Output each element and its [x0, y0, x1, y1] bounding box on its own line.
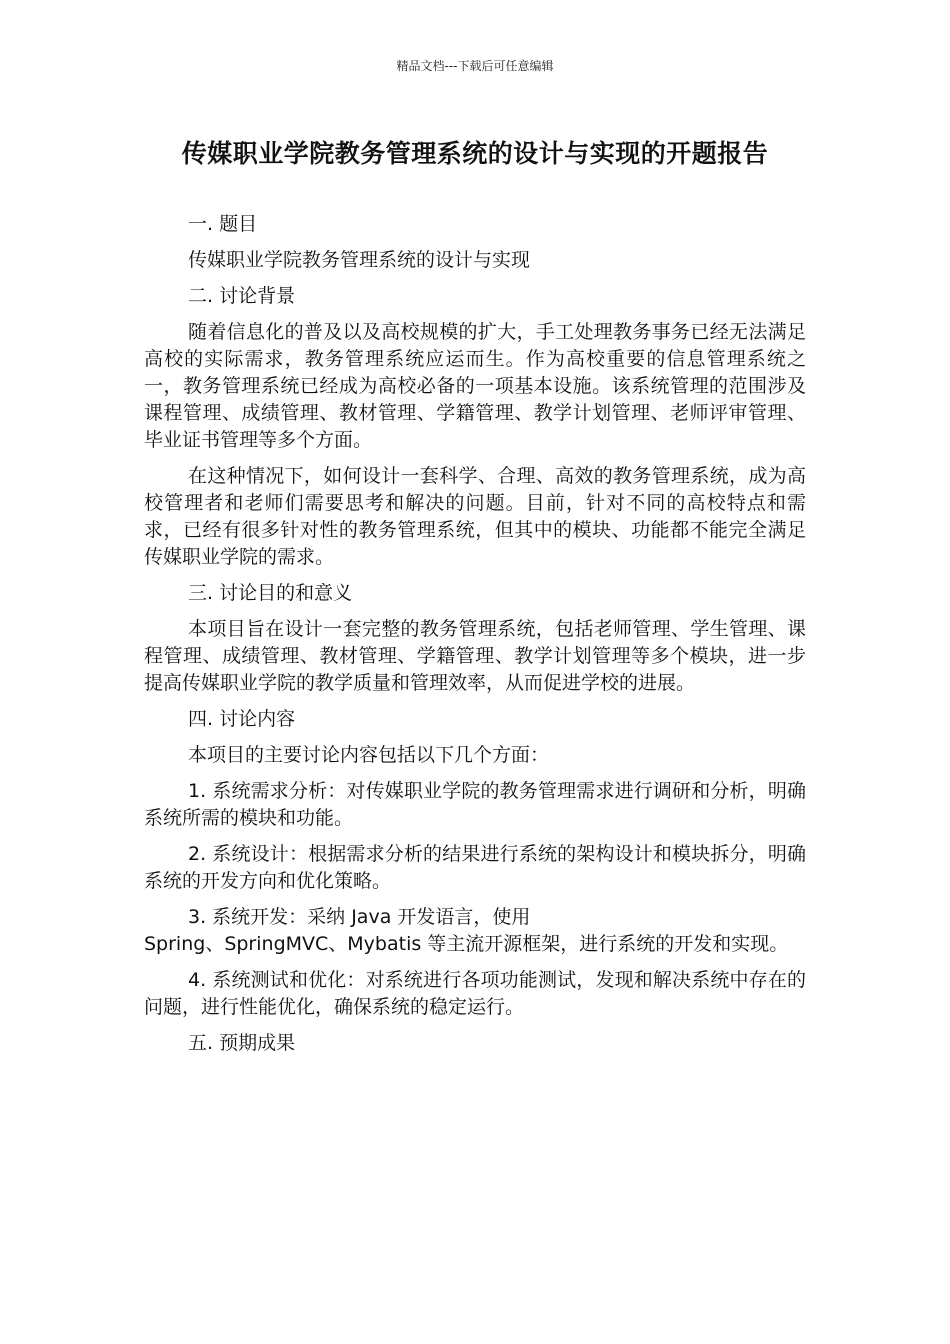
content-item-1: 1. 系统需求分析：对传媒职业学院的教务管理需求进行调研和分析，明确系统所需的模块和功能。 — [144, 780, 806, 829]
purpose-paragraph: 本项目旨在设计一套完整的教务管理系统，包括老师管理、学生管理、课程管理、成绩管理、教材管理、学籍管理、教学计划管理等多个模块，进一步提高传媒职业学院的教学质量和管理效率，从而促进学校的进展。 — [144, 618, 806, 694]
background-paragraph-1: 随着信息化的普及以及高校规模的扩大，手工处理教务事务已经无法满足高校的实际需求，教务管理系统应运而生。作为高校重要的信息管理系统之一，教务管理系统已经成为高校必备的一项基本设施。该系统管理的范围涉及课程管理、成绩管理、教材管理、学籍管理、教学计划管理、老师评审管理、毕业证书管理等多个方面。 — [144, 321, 806, 451]
section-heading-topic: 一. 题目 — [188, 213, 258, 235]
content-item-3-line-2: Spring、SpringMVC、Mybatis 等主流开源框架，进行系统的开发和实现。 — [144, 933, 789, 955]
topic-text: 传媒职业学院教务管理系统的设计与实现 — [188, 249, 531, 271]
section-heading-purpose: 三. 讨论目的和意义 — [188, 582, 353, 604]
document-body — [144, 211, 806, 1066]
page-header-note: 精品文档---下载后可任意编辑 — [396, 59, 554, 73]
content-intro: 本项目的主要讨论内容包括以下几个方面： — [188, 744, 550, 766]
content-item-2: 2. 系统设计：根据需求分析的结果进行系统的架构设计和模块拆分，明确系统的开发方向和优化策略。 — [144, 843, 806, 892]
content-item-3 — [144, 904, 806, 958]
section-heading-content: 四. 讨论内容 — [188, 708, 296, 730]
content-item-4: 4. 系统测试和优化：对系统进行各项功能测试，发现和解决系统中存在的问题，进行性能优化，确保系统的稳定运行。 — [144, 969, 806, 1018]
background-paragraph-2: 在这种情况下，如何设计一套科学、合理、高效的教务管理系统，成为高校管理者和老师们需要思考和解决的问题。目前，针对不同的高校特点和需求，已经有很多针对性的教务管理系统，但其中的模块、功能都不能完全满足传媒职业学院的需求。 — [144, 465, 806, 568]
section-heading-expected-results: 五. 预期成果 — [188, 1032, 296, 1054]
section-heading-background: 二. 讨论背景 — [188, 285, 296, 307]
content-item-3-line-1: 3. 系统开发：采纳 Java 开发语言，使用 — [188, 906, 531, 928]
document-title: 传媒职业学院教务管理系统的设计与实现的开题报告 — [181, 139, 769, 168]
